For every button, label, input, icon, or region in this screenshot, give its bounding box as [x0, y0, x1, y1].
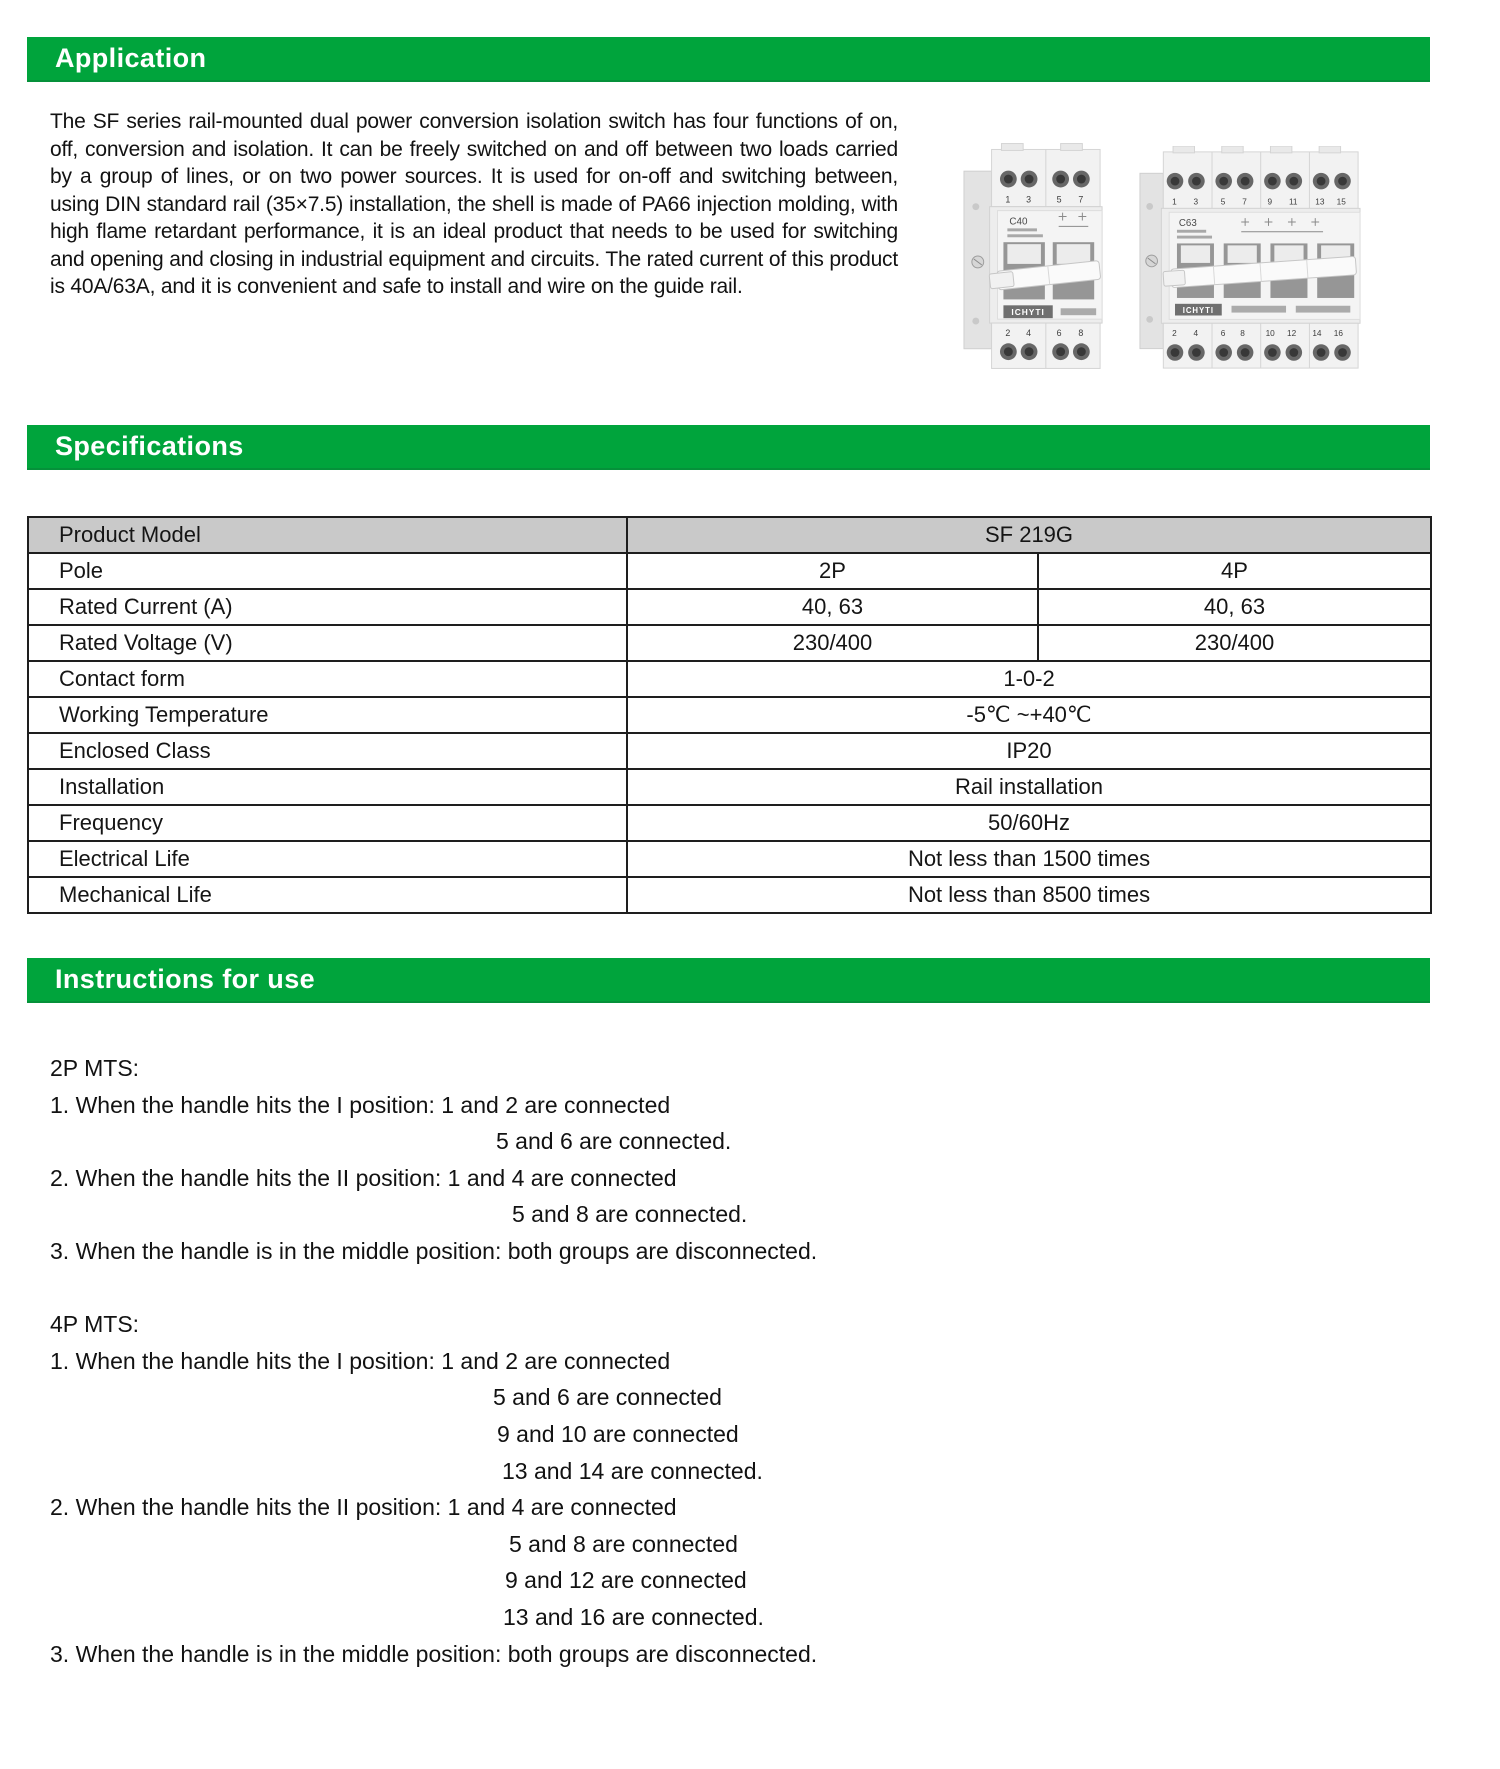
spec-value-contact-form: 1-0-2	[627, 661, 1431, 697]
spec-value-rated-current-4p: 40, 63	[1038, 589, 1431, 625]
table-row-installation	[28, 769, 1431, 805]
instructions-text	[50, 1050, 817, 1672]
spec-label-frequency: Frequency	[28, 805, 627, 841]
spec-label-product-model: Product Model	[28, 517, 627, 553]
terminal-number: 5	[1220, 197, 1226, 207]
blank-line	[50, 1270, 817, 1307]
section-banner-instructions	[27, 958, 1430, 1003]
terminal-number: 5	[1056, 194, 1062, 205]
spec-label-rated-voltage: Rated Voltage (V)	[28, 625, 627, 661]
terminal-number: 8	[1240, 328, 1245, 338]
terminal-number: 12	[1287, 328, 1297, 338]
table-row-pole	[28, 553, 1431, 589]
spec-value-electrical-life: Not less than 1500 times	[627, 841, 1431, 877]
instruction-line: 3. When the handle is in the middle position: both groups are disconnected.	[50, 1237, 818, 1264]
instruction-line: 2. When the handle hits the II position: 1 and 4 are connected	[50, 1164, 677, 1191]
spec-label-installation: Installation	[28, 769, 627, 805]
table-row-enclosed-class	[28, 733, 1431, 769]
spec-label-working-temperature: Working Temperature	[28, 697, 627, 733]
instruction-line: 5 and 6 are connected	[493, 1384, 722, 1411]
terminal-number: 8	[1078, 327, 1084, 338]
terminal-number: 6	[1220, 328, 1226, 338]
table-row-contact-form	[28, 661, 1431, 697]
spec-value-mechanical-life: Not less than 8500 times	[627, 877, 1431, 913]
brand-label: ICHYTI	[1011, 307, 1045, 318]
spec-value-rated-voltage-2p: 230/400	[627, 625, 1038, 661]
terminal-number: 2	[1005, 327, 1011, 338]
spec-label-contact-form: Contact form	[28, 661, 627, 697]
product-photo-2p-switch	[962, 141, 1108, 371]
section-banner-specifications	[27, 425, 1430, 470]
instruction-line: 9 and 10 are connected	[497, 1420, 739, 1447]
spec-value-working-temperature: -5℃ ~+40℃	[627, 697, 1431, 733]
spec-value-pole-4p: 4P	[1038, 553, 1431, 589]
instruction-line: 5 and 8 are connected	[509, 1530, 738, 1557]
spec-label-pole: Pole	[28, 553, 627, 589]
spec-label-rated-current: Rated Current (A)	[28, 589, 627, 625]
brand-label: ICHYTI	[1182, 306, 1215, 316]
instruction-line: 5 and 6 are connected.	[496, 1128, 732, 1155]
spec-value-installation: Rail installation	[627, 769, 1431, 805]
terminal-number: 13	[1315, 197, 1325, 207]
model-code-label: C40	[1009, 216, 1028, 228]
terminal-number: 7	[1242, 197, 1247, 207]
section-title-application: Application	[55, 43, 207, 73]
spec-value-frequency: 50/60Hz	[627, 805, 1431, 841]
instructions-2p-heading: 2P MTS:	[50, 1055, 140, 1081]
spec-label-mechanical-life: Mechanical Life	[28, 877, 627, 913]
terminal-number: 6	[1056, 327, 1062, 338]
terminal-number: 4	[1026, 327, 1032, 338]
spec-label-electrical-life: Electrical Life	[28, 841, 627, 877]
section-banner-application	[27, 37, 1430, 82]
instruction-line: 9 and 12 are connected	[505, 1567, 747, 1594]
terminal-number: 4	[1193, 328, 1199, 338]
table-row-frequency	[28, 805, 1431, 841]
instructions-4p-heading: 4P MTS:	[50, 1311, 140, 1338]
model-code-label: C63	[1178, 217, 1197, 229]
table-row-product-model	[28, 517, 1431, 553]
spec-label-enclosed-class: Enclosed Class	[28, 733, 627, 769]
terminal-number: 1	[1005, 194, 1011, 205]
instruction-line: 1. When the handle hits the I position: 1 and 2 are connected	[50, 1091, 671, 1118]
instruction-line: 1. When the handle hits the I position: 1 and 2 are connected	[50, 1347, 671, 1374]
table-row-working-temperature	[28, 697, 1431, 733]
instruction-line: 13 and 14 are connected.	[502, 1457, 763, 1484]
product-photo-4p-switch	[1138, 146, 1362, 373]
terminal-number: 10	[1265, 328, 1275, 338]
terminal-number: 1	[1172, 197, 1177, 207]
terminal-number: 7	[1078, 194, 1084, 205]
terminal-number: 14	[1312, 328, 1322, 338]
terminal-number: 15	[1336, 197, 1346, 207]
table-row-mechanical-life	[28, 877, 1431, 913]
section-title-instructions: Instructions for use	[55, 964, 316, 994]
spec-value-pole-2p: 2P	[627, 553, 1038, 589]
spec-value-product-model: SF 219G	[627, 517, 1431, 553]
terminal-number: 11	[1288, 197, 1298, 207]
terminal-number: 3	[1193, 197, 1199, 207]
instruction-line: 2. When the handle hits the II position: 1 and 4 are connected	[50, 1494, 677, 1521]
terminal-number: 3	[1026, 194, 1032, 205]
specifications-table	[27, 516, 1432, 914]
terminal-number: 9	[1267, 197, 1273, 207]
spec-value-rated-current-2p: 40, 63	[627, 589, 1038, 625]
instruction-line: 13 and 16 are connected.	[503, 1603, 764, 1630]
terminal-number: 2	[1172, 328, 1177, 338]
section-title-specifications: Specifications	[55, 431, 244, 461]
spec-value-rated-voltage-4p: 230/400	[1038, 625, 1431, 661]
application-paragraph: The SF series rail-mounted dual power conversion isolation switch has four functions of on, off, conversion and isolation. It can be freely switched on and off between two loads carried by a group of lines, or on two power sources. It is used for on-off and switching between, using DIN standard rail (35×7.5) installation, the shell is made of PA66 injection molding, with high flame retardant performance, it is an ideal product that needs to be used for switching and opening and closing in industrial equipment and circuits. The rated current of this product is 40A/63A, and it is convenient and safe to install and wire on the guide rail.	[50, 110, 898, 298]
table-row-electrical-life	[28, 841, 1431, 877]
instruction-line: 5 and 8 are connected.	[512, 1201, 748, 1228]
spec-value-enclosed-class: IP20	[627, 733, 1431, 769]
terminal-number: 16	[1333, 328, 1343, 338]
instruction-line: 3. When the handle is in the middle position: both groups are disconnected.	[50, 1640, 818, 1667]
table-row-rated-voltage	[28, 625, 1431, 661]
table-row-rated-current	[28, 589, 1431, 625]
